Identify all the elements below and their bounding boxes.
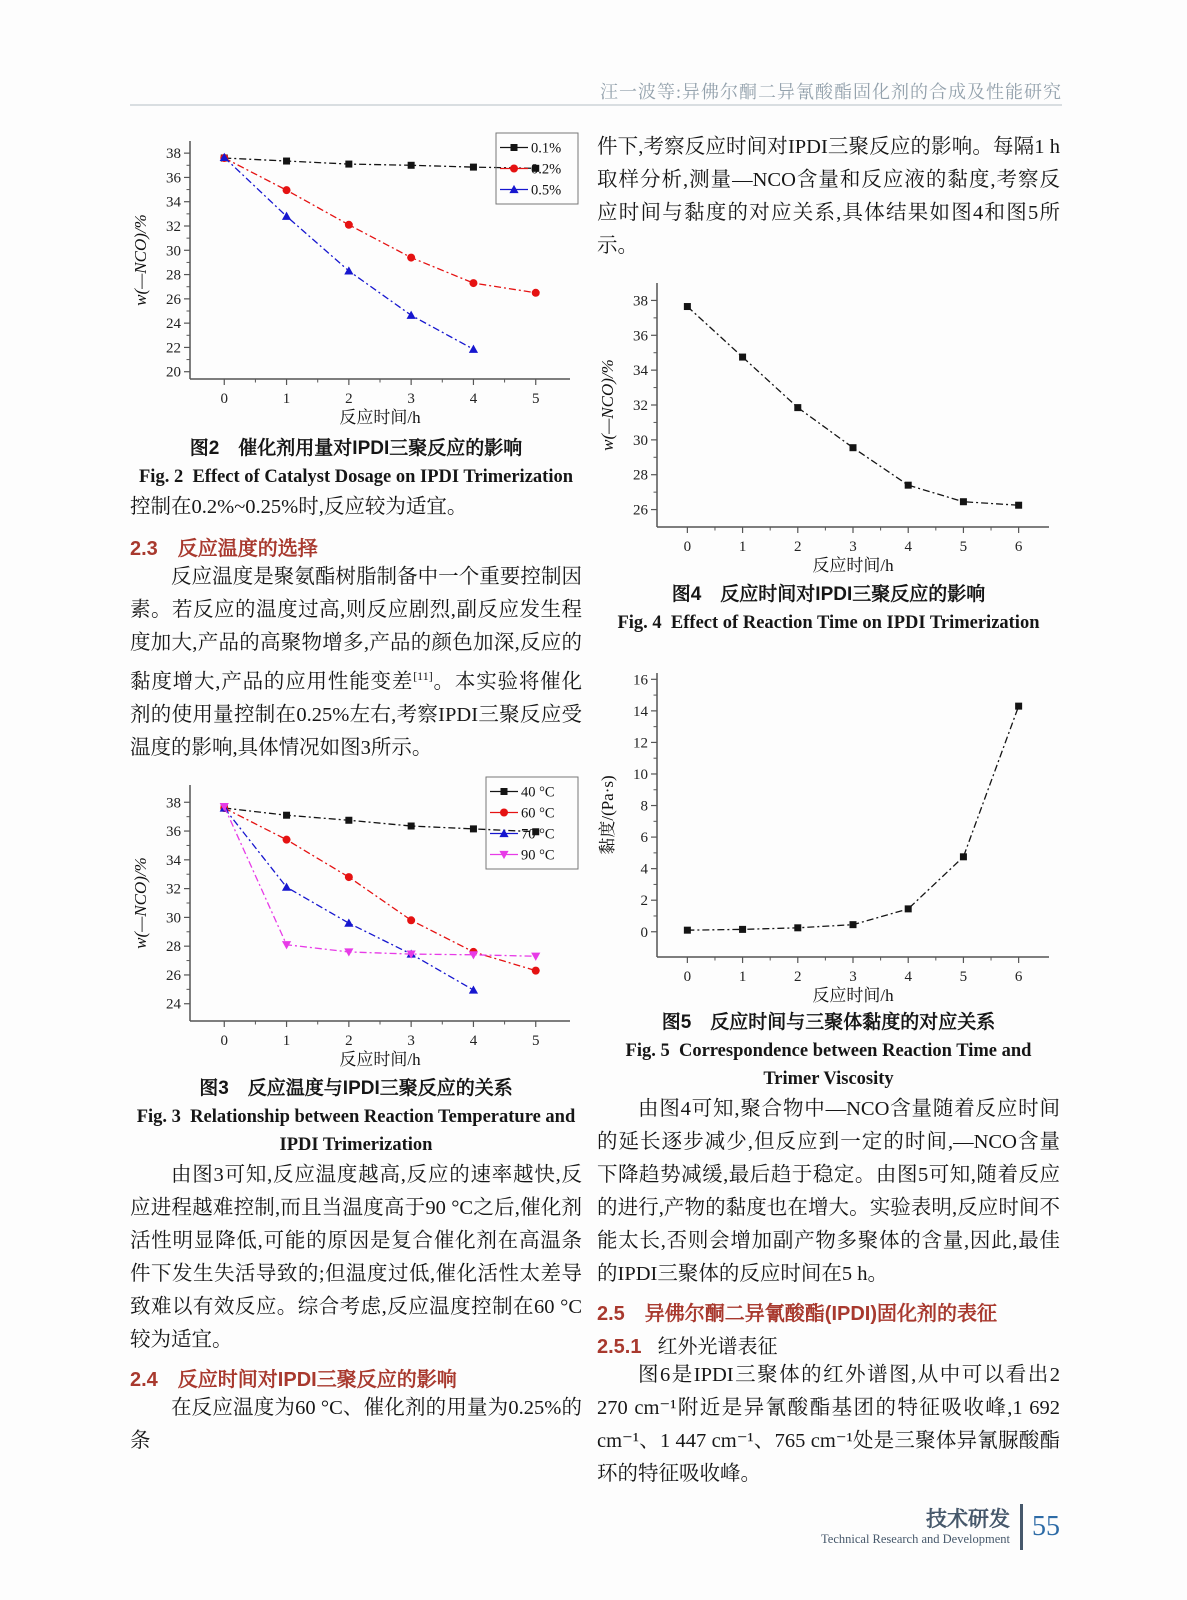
svg-text:32: 32 (166, 881, 181, 898)
svg-text:3: 3 (407, 391, 415, 407)
svg-text:2: 2 (345, 1032, 353, 1049)
svg-text:反应时间/h: 反应时间/h (812, 556, 894, 575)
svg-text:26: 26 (166, 967, 181, 984)
section-heading-2-5-1-number: 2.5.1 (597, 1336, 642, 1358)
svg-text:2: 2 (794, 539, 802, 555)
fig2-chart (130, 131, 580, 431)
svg-text:5: 5 (959, 539, 968, 555)
fig4-caption (597, 581, 1060, 637)
svg-text:38: 38 (633, 293, 648, 310)
paragraph-2-3-part-b: 。本实验将催化剂的使用量控制在0.25%左右,考察IPDI三聚反应受温度的影响,具体情况如图3所示。 (130, 670, 583, 759)
svg-text:32: 32 (633, 398, 648, 414)
fig3-caption (130, 1075, 582, 1159)
paragraph-fig45-discussion: 由图4可知,聚合物中—NCO含量随着反应时间的延长逐步减少,但反应到一定的时间,—NCO含量下降趋势减缓,最后趋于稳定。由图5可知,随着反应的进行,产物的黏度也在增大。实验表明,反应时间不能太长,否则会增加副产物多聚体的含量,因此,最佳的IPDI三聚体的反应时间在5 h。 (597, 1098, 1060, 1285)
svg-text:0: 0 (220, 1032, 229, 1049)
paragraph-reaction-temperature (130, 561, 582, 765)
section-heading-2-5: 2.5 异佛尔酮二异氰酸酯(IPDI)固化剂的表征 (597, 1303, 998, 1325)
svg-text:0: 0 (683, 539, 692, 555)
svg-text:0.2%: 0.2% (531, 161, 562, 178)
fig2-caption-cn: 图2 催化剂用量对IPDI三聚反应的影响 (189, 438, 523, 459)
svg-text:28: 28 (166, 267, 181, 284)
fig3-caption-cn: 图3 反应温度与IPDI三聚反应的关系 (199, 1077, 513, 1099)
svg-text:黏度/(Pa·s): 黏度/(Pa·s) (598, 775, 617, 855)
svg-text:14: 14 (633, 703, 648, 720)
paragraph-fig3-discussion: 由图3可知,反应温度越高,反应的速率越快,反应进程越难控制,而且当温度高于90 °C之后,催化剂活性明显降低,可能的原因是复合催化剂在高温条件下发生失活导致的;但温度过低,催化活性太差导致难以有效反应。综合考虑,反应温度控制在60 °C较为适宜。 (130, 1163, 582, 1351)
fig5-caption (597, 1009, 1060, 1093)
svg-text:0: 0 (640, 924, 648, 941)
svg-text:34: 34 (633, 363, 648, 380)
svg-text:3: 3 (407, 1032, 415, 1049)
fig5-chart (597, 663, 1059, 1009)
paragraph-continued-from-left: 件下,考察反应时间对IPDI三聚反应的影响。每隔1 h取样分析,测量—NCO含量和反应液的黏度,考察反应时间与黏度的对应关系,具体结果如图4和图5所示。 (597, 136, 1060, 257)
fig5-caption-cn: 图5 反应时间与三聚体黏度的对应关系 (661, 1012, 996, 1033)
svg-text:3: 3 (849, 539, 857, 555)
footer-section-name-cn: 技术研发 (926, 1507, 1010, 1531)
footer-section-name (821, 1508, 1010, 1547)
svg-text:30: 30 (166, 243, 181, 260)
svg-text:4: 4 (640, 861, 648, 878)
svg-text:反应时间/h: 反应时间/h (812, 986, 894, 1005)
svg-text:12: 12 (633, 735, 648, 752)
svg-text:6: 6 (1014, 539, 1023, 555)
fig4-chart (597, 273, 1059, 579)
fig4-caption-cn: 图4 反应时间对IPDI三聚反应的影响 (671, 584, 986, 605)
svg-text:4: 4 (469, 1032, 478, 1049)
svg-text:34: 34 (166, 852, 181, 869)
svg-text:60 °C: 60 °C (521, 805, 555, 822)
svg-text:20: 20 (166, 364, 181, 381)
right-column (597, 131, 1060, 1491)
fig3-caption-en: Fig. 3 Relationship between Reaction Temperature and IPDI Trimerization (136, 1106, 576, 1155)
svg-text:1: 1 (738, 539, 747, 555)
svg-text:1: 1 (282, 391, 291, 407)
svg-text:w(—NCO)/%: w(—NCO)/% (598, 359, 617, 451)
svg-text:26: 26 (633, 502, 648, 519)
svg-text:4: 4 (904, 969, 912, 985)
svg-text:0.1%: 0.1% (531, 140, 562, 157)
svg-text:90 °C: 90 °C (521, 847, 555, 864)
svg-text:36: 36 (166, 170, 181, 187)
svg-text:22: 22 (166, 340, 181, 357)
section-heading-2-5-1-title: 红外光谱表征 (657, 1336, 778, 1358)
paragraph-ir-spectrum: 图6是IPDI三聚体的红外谱图,从中可以看出2 270 cm⁻¹附近是异氰酸酯基团的特征吸收峰,1 692 cm⁻¹、1 447 cm⁻¹、765 cm⁻¹处是三聚体异氰脲酸酯环的特征吸收峰。 (597, 1364, 1060, 1485)
running-header-title: 汪一波等:异佛尔酮二异氰酸酯固化剂的合成及性能研究 (600, 82, 1062, 102)
paragraph-2-3-part-a: 反应温度是聚氨酯树脂制备中一个重要控制因素。若反应的温度过高,则反应剧烈,副反应发生程度加大,产品的高聚物增多,产品的颜色加深,反应的黏度增大,产品的应用性能变差 (130, 566, 582, 693)
citation-ref-11: [11] (413, 669, 433, 683)
svg-text:36: 36 (633, 328, 648, 345)
svg-text:w(—NCO)/%: w(—NCO)/% (131, 857, 150, 949)
svg-text:6: 6 (640, 830, 648, 847)
svg-text:6: 6 (1014, 969, 1023, 985)
page-footer (821, 1504, 1060, 1550)
svg-text:1: 1 (282, 1032, 291, 1049)
svg-text:70 °C: 70 °C (521, 826, 555, 843)
svg-text:40 °C: 40 °C (521, 784, 555, 801)
svg-text:0.5%: 0.5% (531, 182, 562, 199)
section-heading-2-4: 2.4 反应时间对IPDI三聚反应的影响 (130, 1368, 457, 1391)
svg-text:8: 8 (640, 798, 648, 815)
fig3-chart (130, 775, 580, 1073)
svg-text:w(—NCO)/%: w(—NCO)/% (131, 214, 150, 306)
svg-text:反应时间/h: 反应时间/h (339, 408, 421, 427)
svg-text:5: 5 (531, 1032, 540, 1049)
svg-text:5: 5 (531, 391, 540, 407)
left-column (130, 131, 582, 1458)
header-rule (130, 104, 1062, 106)
svg-text:4: 4 (469, 391, 478, 407)
svg-text:1: 1 (738, 969, 747, 985)
svg-text:34: 34 (166, 194, 181, 211)
svg-text:32: 32 (166, 219, 181, 235)
footer-divider (1020, 1504, 1023, 1550)
svg-text:5: 5 (959, 969, 968, 985)
page-number: 55 (1032, 1511, 1060, 1542)
svg-text:2: 2 (345, 391, 353, 407)
svg-text:28: 28 (633, 467, 648, 484)
fig4-caption-en: Fig. 4 Effect of Reaction Time on IPDI Trimerization (617, 613, 1040, 633)
paragraph-2-4-first-line: 在反应温度为60 °C、催化剂的用量为0.25%的条 (130, 1396, 582, 1452)
section-heading-2-3: 2.3 反应温度的选择 (130, 538, 318, 560)
fig2-caption-en: Fig. 2 Effect of Catalyst Dosage on IPDI Trimerization (139, 467, 573, 487)
fig2-caption (130, 435, 582, 491)
svg-text:2: 2 (640, 893, 648, 910)
svg-text:10: 10 (633, 766, 648, 783)
svg-text:36: 36 (166, 823, 181, 840)
section-heading-2-5-1 (597, 1330, 1060, 1359)
paragraph-catalyst-conclusion: 控制在0.2%~0.25%时,反应较为适宜。 (130, 496, 468, 518)
svg-text:0: 0 (683, 969, 692, 985)
svg-text:反应时间/h: 反应时间/h (339, 1049, 421, 1069)
svg-text:24: 24 (166, 996, 181, 1013)
footer-section-name-en: Technical Research and Development (821, 1531, 1010, 1546)
svg-text:38: 38 (166, 146, 181, 163)
fig5-caption-en: Fig. 5 Correspondence between Reaction Time and Trimer Viscosity (625, 1041, 1032, 1089)
svg-text:28: 28 (166, 938, 181, 955)
svg-text:3: 3 (849, 969, 857, 985)
svg-text:30: 30 (166, 910, 181, 927)
svg-text:30: 30 (633, 432, 648, 449)
svg-text:38: 38 (166, 795, 181, 812)
svg-text:2: 2 (794, 969, 802, 985)
svg-text:4: 4 (904, 539, 912, 555)
svg-text:16: 16 (633, 672, 648, 689)
svg-text:0: 0 (220, 391, 229, 407)
svg-text:26: 26 (166, 291, 181, 308)
svg-text:24: 24 (166, 316, 181, 333)
